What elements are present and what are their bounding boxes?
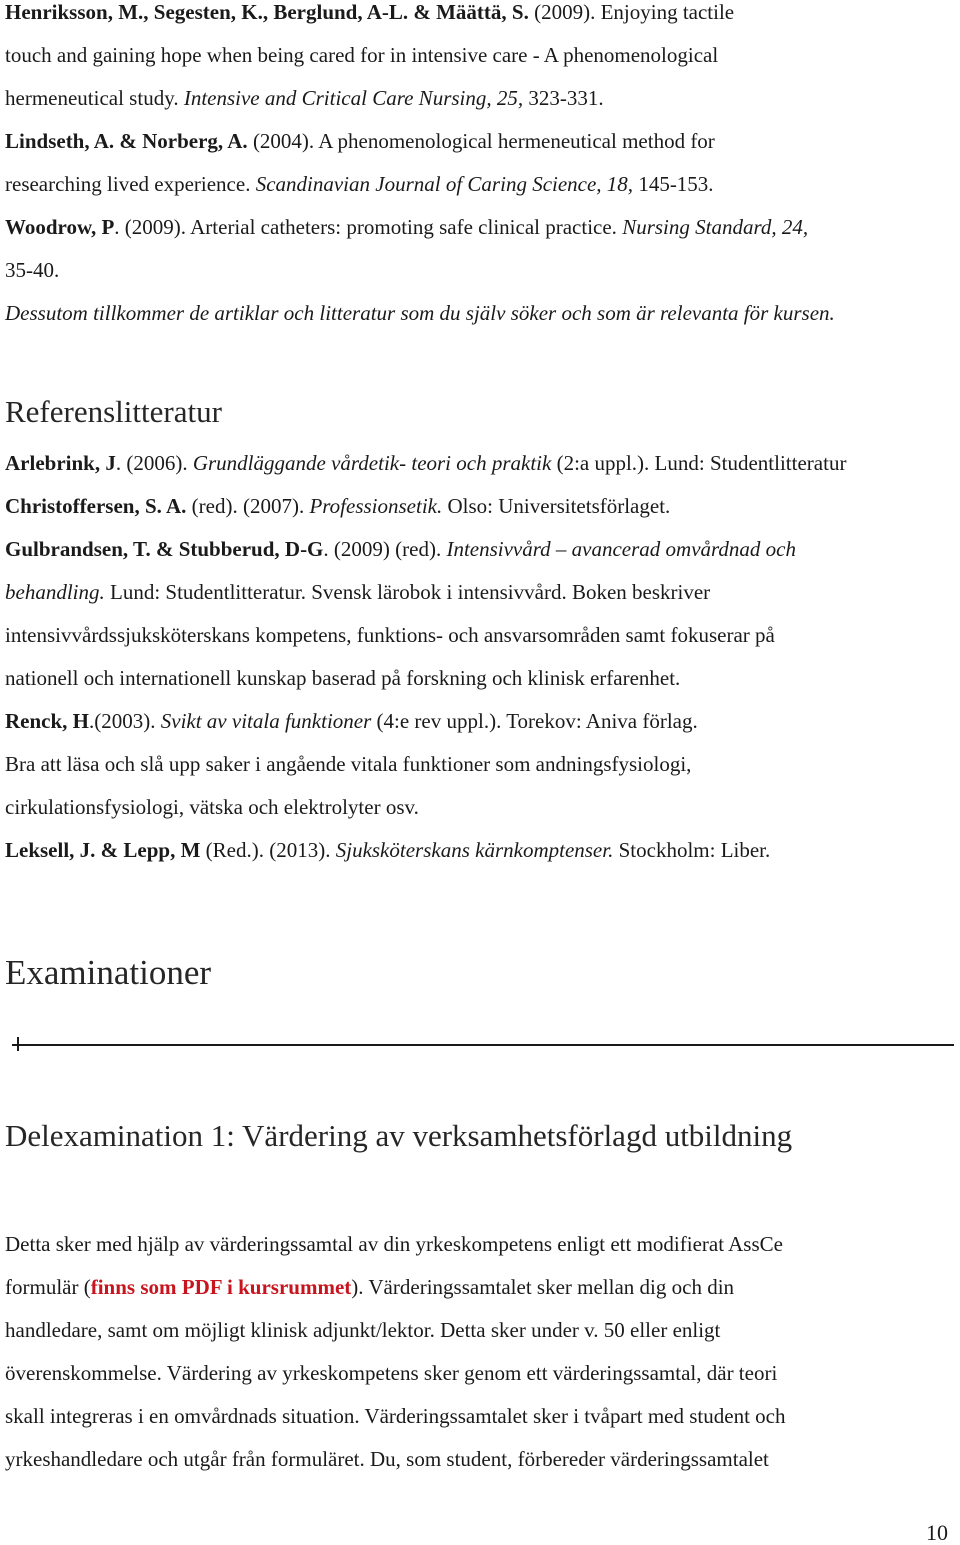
text-italic: Scandinavian Journal of Caring Science, 18, xyxy=(255,172,634,196)
text-segment: skall integreras i en omvårdnads situation. Värderingssamtalet sker i tvåpart med student och xyxy=(5,1404,786,1428)
body-line-4 xyxy=(5,1363,777,1384)
reference-christoffersen xyxy=(5,496,670,517)
reference-gulbrandsen-line-3 xyxy=(5,625,775,646)
text-segment: nationell och internationell kunskap baserad på forskning och klinisk erfarenhet. xyxy=(5,666,681,690)
text-segment: . (2009). Arterial catheters: promoting safe clinical practice. xyxy=(114,215,623,239)
text-segment: intensivvårdssjuksköterskans kompetens, funktions- och ansvarsområden samt fokuserar på xyxy=(5,623,775,647)
link-text: finns som PDF i kursrummet xyxy=(90,1275,352,1299)
text-segment: touch and gaining hope when being cared for in intensive care - A phenomenological xyxy=(5,43,719,67)
text-segment: 323-331. xyxy=(523,86,604,110)
body-line-3 xyxy=(5,1320,720,1341)
text-segment: . (2009) (red). xyxy=(323,537,447,561)
text-segment: cirkulationsfysiologi, vätska och elektrolyter osv. xyxy=(5,795,419,819)
text-italic: Professionsetik. xyxy=(309,494,443,518)
reference-woodrow-line-2 xyxy=(5,260,59,281)
text-segment: Detta sker med hjälp av värderingssamtal av din yrkeskompetens enligt ett modifierat AssCe xyxy=(5,1232,783,1256)
text-segment: . (2006). xyxy=(115,451,193,475)
text-segment: (2009). Enjoying tactile xyxy=(528,0,735,24)
text-segment: (4:e rev uppl.). Torekov: Aniva förlag. xyxy=(371,709,698,733)
body-line-6 xyxy=(5,1449,769,1470)
text-segment: (Red.). (2013). xyxy=(200,838,336,862)
reference-woodrow-line-1 xyxy=(5,217,808,238)
reference-leksell xyxy=(5,840,770,861)
text-segment: 145-153. xyxy=(633,172,714,196)
text-segment: yrkeshandledare och utgår från formuläret. Du, som student, förbereder värderingssamtalet xyxy=(5,1447,769,1471)
text-segment: researching lived experience. xyxy=(5,172,256,196)
text-segment: Bra att läsa och slå upp saker i angående vitala funktioner som andningsfysiologi, xyxy=(5,752,692,776)
reference-arlebrink xyxy=(5,453,846,474)
reference-gulbrandsen-line-1 xyxy=(5,539,796,560)
text-segment: formulär ( xyxy=(5,1275,91,1299)
text-segment: 35-40. xyxy=(5,258,60,282)
text-segment: (2:a uppl.). Lund: Studentlitteratur xyxy=(551,451,847,475)
reference-gulbrandsen-line-2 xyxy=(5,582,710,603)
text-italic: Grundläggande vårdetik- teori och praktik xyxy=(192,451,552,475)
reference-renck-line-1 xyxy=(5,711,698,732)
text-segment: handledare, samt om möjligt klinisk adjunkt/lektor. Detta sker under v. 50 eller enligt xyxy=(5,1318,721,1342)
text-bold: Renck, H xyxy=(5,709,89,733)
subheading-delexamination-1: Delexamination 1: Värdering av verksamhetsförlagd utbildning xyxy=(5,1118,793,1153)
text-segment: hermeneutical study. xyxy=(5,86,184,110)
text-bold: Arlebrink, J xyxy=(5,451,116,475)
text-bold: Woodrow, P xyxy=(5,215,115,239)
text-segment: Olso: Universitetsförlaget. xyxy=(442,494,671,518)
section-heading-referenslitteratur: Referenslitteratur xyxy=(5,394,222,429)
reference-renck-line-2 xyxy=(5,754,691,775)
body-line-5 xyxy=(5,1406,786,1427)
text-bold: Henriksson, M., Segesten, K., Berglund, A-L. & Määttä, S. xyxy=(5,0,529,24)
text-bold: Lindseth, A. & Norberg, A. xyxy=(5,129,248,153)
reference-lindseth-line-1 xyxy=(5,131,715,152)
text-bold: Gulbrandsen, T. & Stubberud, D-G xyxy=(5,537,324,561)
text-bold: Leksell, J. & Lepp, M xyxy=(5,838,201,862)
extra-literature-note: Dessutom tillkommer de artiklar och litteratur som du själv söker och som är relevanta för kursen. xyxy=(5,301,835,325)
text-italic: Intensivvård – avancerad omvårdnad och xyxy=(446,537,796,561)
text-segment: (red). (2007). xyxy=(186,494,310,518)
body-line-2 xyxy=(5,1277,734,1298)
reference-lindseth-line-2 xyxy=(5,174,714,195)
text-segment: .(2003). xyxy=(89,709,161,733)
body-line-1 xyxy=(5,1234,783,1255)
text-bold: Christoffersen, S. A. xyxy=(5,494,187,518)
reference-renck-line-3 xyxy=(5,797,419,818)
text-segment: Lund: Studentlitteratur. Svensk lärobok i intensivvård. Boken beskriver xyxy=(104,580,711,604)
text-italic: Nursing Standard, 24, xyxy=(622,215,809,239)
reference-henriksson-line-1 xyxy=(5,2,734,23)
text-segment: (2004). A phenomenological hermeneutical method for xyxy=(247,129,715,153)
reference-henriksson-line-3 xyxy=(5,88,604,109)
text-segment: ). Värderingssamtalet sker mellan dig och din xyxy=(351,1275,735,1299)
text-italic: Svikt av vitala funktioner xyxy=(160,709,372,733)
text-italic: Sjuksköterskans kärnkomptenser. xyxy=(335,838,614,862)
page-number: 10 xyxy=(926,1520,948,1545)
section-heading-examinationer: Examinationer xyxy=(5,953,212,992)
text-italic: behandling. xyxy=(5,580,105,604)
text-segment: Stockholm: Liber. xyxy=(613,838,771,862)
reference-henriksson-line-2 xyxy=(5,45,718,66)
text-italic: Intensive and Critical Care Nursing, 25, xyxy=(183,86,524,110)
reference-gulbrandsen-line-4 xyxy=(5,668,680,689)
text-segment: överenskommelse. Värdering av yrkeskompetens sker genom ett värderingssamtal, där teori xyxy=(5,1361,778,1385)
horizontal-divider xyxy=(12,1044,954,1046)
